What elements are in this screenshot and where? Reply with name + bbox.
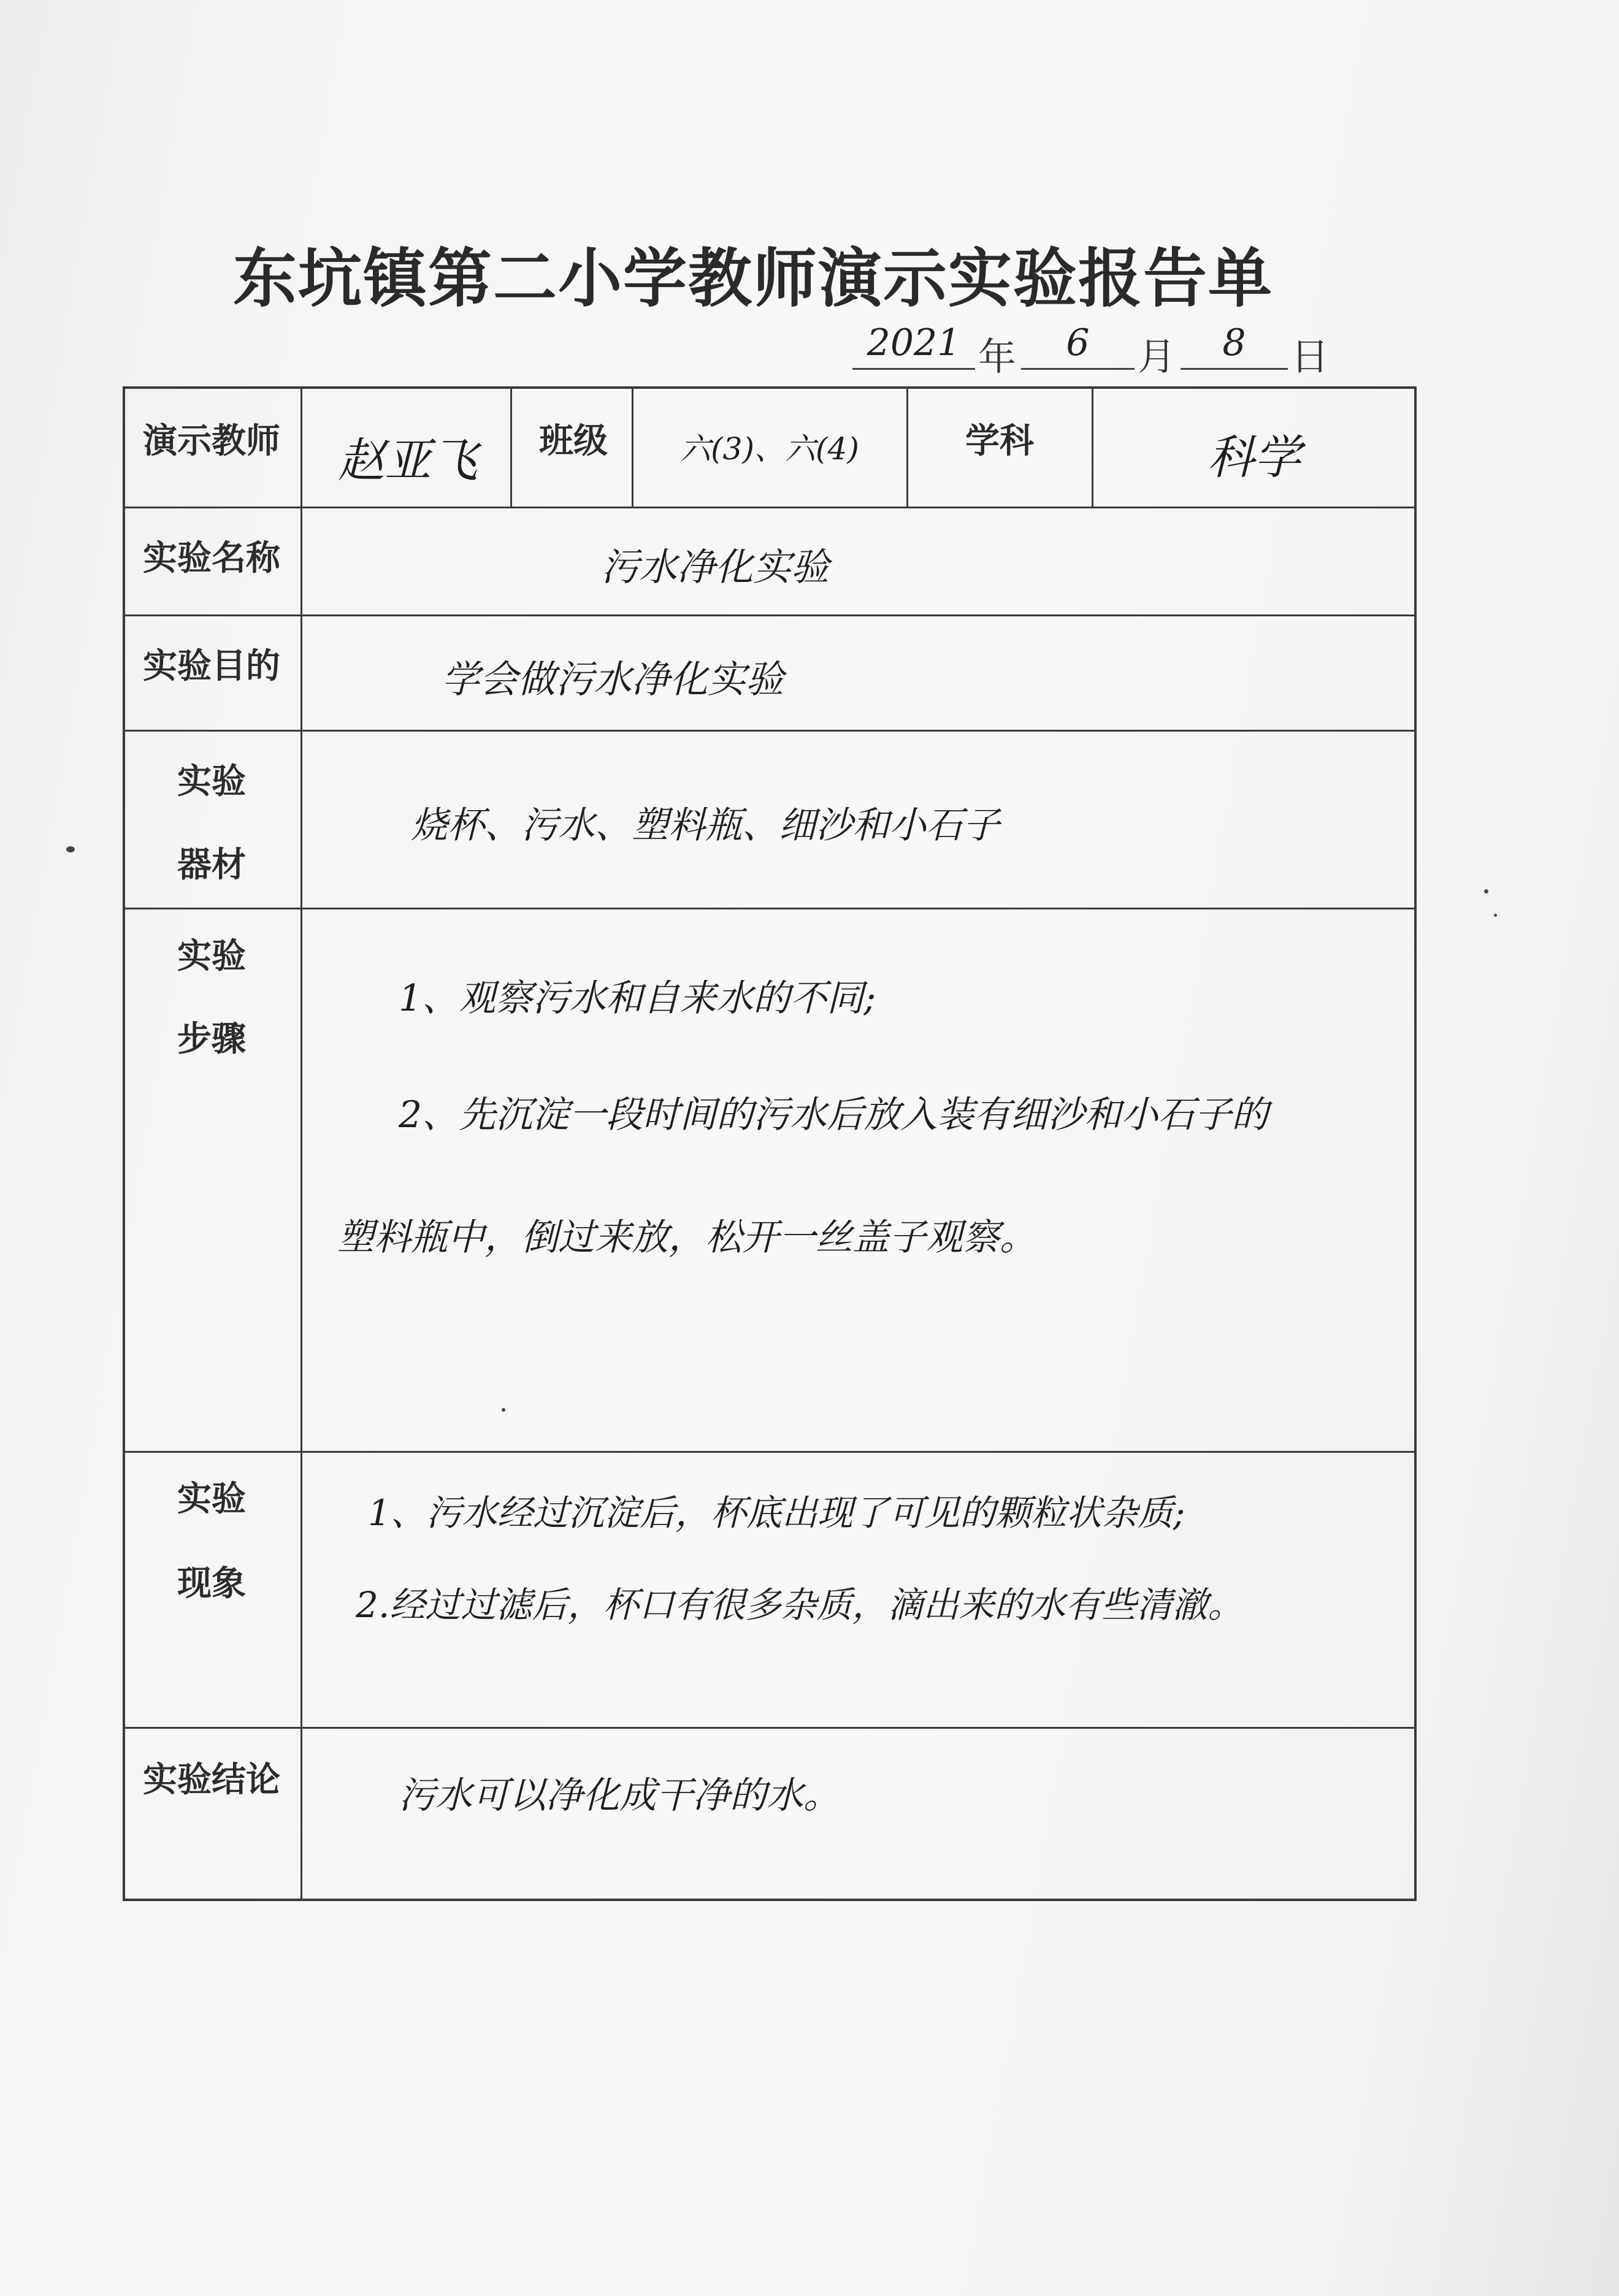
- header-divider: [632, 386, 633, 508]
- header-divider: [906, 386, 908, 508]
- document-title: 东坑镇第二小学教师演示实验报告单: [233, 241, 1274, 316]
- steps-line-3: 塑料瓶中，倒过来放，松开一丝盖子观察。: [337, 1216, 1036, 1259]
- purpose-label: 实验目的: [143, 646, 280, 686]
- materials-label-line2: 器材: [177, 845, 246, 885]
- date-day-label: 日: [1291, 334, 1330, 379]
- paper-speck: [1484, 889, 1488, 894]
- steps-label-line1: 实验: [177, 936, 246, 976]
- row-divider: [123, 1451, 1417, 1453]
- row-divider: [123, 908, 1417, 909]
- report-table: [123, 386, 1423, 1901]
- date-year-label: 年: [978, 334, 1017, 379]
- purpose-value: 学会做污水净化实验: [442, 657, 784, 702]
- row-divider: [123, 730, 1417, 732]
- conclusion-value: 污水可以净化成干净的水。: [399, 1774, 840, 1817]
- teacher-value: 赵亚飞: [338, 433, 478, 488]
- phenomenon-label-line2: 现象: [177, 1564, 246, 1604]
- date-line: [852, 319, 1343, 379]
- phenomenon-line-2: 2.经过过滤后，杯口有很多杂质，滴出来的水有些清澈。: [356, 1584, 1244, 1626]
- teacher-label: 演示教师: [143, 421, 280, 461]
- experiment-name-label: 实验名称: [143, 538, 280, 578]
- date-month: 6: [1066, 321, 1090, 364]
- header-divider: [510, 386, 512, 508]
- paper-speck: [66, 846, 75, 852]
- paper-speck: [502, 1408, 505, 1412]
- paper-speck: [1494, 914, 1497, 917]
- row-divider: [123, 614, 1417, 616]
- steps-line-2: 2、先沉淀一段时间的污水后放入装有细沙和小石子的: [399, 1093, 1269, 1136]
- phenomenon-label-line1: 实验: [177, 1479, 246, 1519]
- date-year: 2021: [867, 321, 961, 364]
- steps-line-1: 1、观察污水和自来水的不同;: [399, 977, 876, 1020]
- label-column-divider: [300, 386, 302, 1901]
- class-value: 六(3)、六(4): [680, 431, 859, 467]
- subject-value: 科学: [1208, 430, 1301, 484]
- row-divider: [123, 507, 1417, 508]
- table-border-right: [1414, 386, 1417, 1901]
- table-border-top: [123, 386, 1417, 389]
- steps-label-line2: 步骤: [177, 1019, 246, 1059]
- class-label: 班级: [539, 421, 608, 461]
- table-border-bottom: [123, 1899, 1417, 1901]
- date-month-label: 月: [1138, 334, 1176, 379]
- phenomenon-line-1: 1、污水经过沉淀后，杯底出现了可见的颗粒状杂质;: [368, 1492, 1185, 1534]
- materials-value: 烧杯、污水、塑料瓶、细沙和小石子: [411, 804, 1000, 847]
- experiment-name-value: 污水净化实验: [601, 545, 830, 589]
- table-border-left: [123, 386, 125, 1901]
- date-day: 8: [1222, 321, 1246, 364]
- row-divider: [123, 1727, 1417, 1729]
- subject-label: 学科: [965, 421, 1034, 461]
- header-divider: [1092, 386, 1093, 508]
- conclusion-label: 实验结论: [143, 1760, 280, 1800]
- materials-label-line1: 实验: [177, 762, 246, 802]
